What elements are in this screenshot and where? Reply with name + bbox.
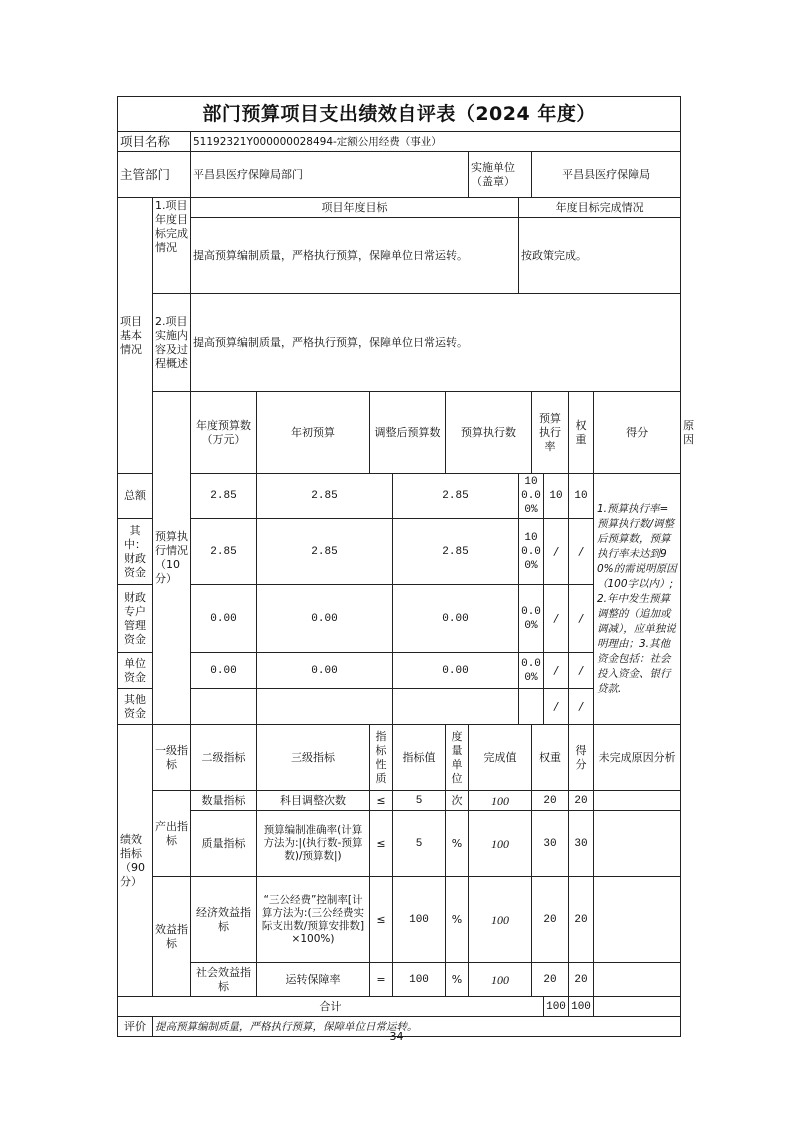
page-number: 34: [389, 1030, 404, 1043]
budget-weight: /: [544, 585, 569, 653]
form-title: 部门预算项目支出绩效自评表（2024 年度）: [118, 97, 681, 132]
perf-weight: 20: [532, 963, 569, 997]
budget-adjusted: 0.00: [257, 585, 393, 653]
impl-unit-value: 平昌县医疗保障局: [532, 152, 681, 198]
budget-header-rate: 预算执行率: [532, 392, 569, 474]
total-reason: [594, 997, 681, 1017]
perf-target: 5: [393, 811, 446, 877]
impl-process-text: 提高预算编制质量，严格执行预算，保障单位日常运转。: [191, 294, 681, 392]
performance-label: 绩效指标（90分）: [118, 725, 153, 997]
budget-weight: /: [544, 689, 569, 725]
budget-executed: 0.00: [393, 653, 519, 689]
total-score: 100: [569, 997, 594, 1017]
total-weight: 100: [544, 997, 569, 1017]
budget-initial: 0.00: [191, 585, 257, 653]
budget-row: [118, 474, 681, 519]
impl-unit-label: 实施单位（盖章）: [469, 152, 532, 198]
perf-row: [118, 877, 681, 963]
dept-value: 平昌县医疗保障局部门: [191, 152, 469, 198]
goal-header: 项目年度目标: [191, 198, 519, 218]
budget-score: 10: [569, 474, 594, 519]
perf-weight: 20: [532, 877, 569, 963]
perf-score: 20: [569, 963, 594, 997]
perf-done: 100: [469, 791, 532, 811]
perf-nature: ≤: [370, 791, 393, 811]
perf-done: 100: [469, 963, 532, 997]
perf-level2: 数量指标: [191, 791, 257, 811]
budget-weight: /: [544, 653, 569, 689]
perf-header-nature: 指标性质: [370, 725, 393, 791]
budget-score: /: [569, 585, 594, 653]
evaluation-form: [117, 96, 695, 1037]
perf-score: 20: [569, 791, 594, 811]
perf-header-level1: 一级指标: [153, 725, 191, 791]
perf-level3: 运转保障率: [257, 963, 370, 997]
perf-level3: 预算编制准确率(计算方法为:|(执行数-预算数)/预算数|): [257, 811, 370, 877]
budget-score: /: [569, 519, 594, 585]
perf-target: 100: [393, 963, 446, 997]
budget-rate: [519, 689, 544, 725]
impl-process-label: 2.项目实施内容及过程概述: [153, 294, 191, 392]
budget-row-name: 其他资金: [118, 689, 153, 725]
budget-rate: 0.00%: [519, 653, 544, 689]
budget-adjusted: 2.85: [257, 474, 393, 519]
budget-header-initial: 年初预算: [257, 392, 370, 474]
budget-weight: 10: [544, 474, 569, 519]
perf-row: [118, 791, 681, 811]
perf-row: [118, 811, 681, 877]
perf-header-score: 得分: [569, 725, 594, 791]
perf-unit: %: [446, 877, 469, 963]
budget-score: /: [569, 653, 594, 689]
perf-reason: [594, 963, 681, 997]
perf-nature: =: [370, 963, 393, 997]
budget-row-name: 其中：财政资金: [118, 519, 153, 585]
budget-row-name: 单位资金: [118, 653, 153, 689]
perf-header-weight: 权重: [532, 725, 569, 791]
budget-header-weight: 权重: [569, 392, 594, 474]
perf-nature: ≤: [370, 877, 393, 963]
perf-weight: 30: [532, 811, 569, 877]
perf-header-done: 完成值: [469, 725, 532, 791]
goal-completion-label: 1.项目年度目标完成情况: [153, 198, 191, 294]
self-evaluation-table: 部门预算项目支出绩效自评表（2024 年度） 项目名称 51192321Y000000028494-定额公用经费（事业） 主管部门 平昌县医疗保障局部门 实施单位（盖章） 平昌县医疗保障局 项目基本情况 1.项目年度目标完成情况 项目年度目标 年度目标完成情况 提高预算编制质量，严格执行预算，保障单位日常运转。 按政策完成。 2.项目实施内容及过程概述 提高预算编制质量，严格执行预算，保障单位日常运转。 预算执行情况（10分） 年度预算数（万元） 年初预算 调整后预算数 预算执行数 预算执行率 权重 得分 原因 总额 2.85 2.85 2.85 100.00% 10 10 1.预算执行率=预算执行数/调整后预算数，预算执行率未达到90%的需说明原因（100字以内）;2.年中发生预算调整的（追加或调减），应单独说明理由；3.其他资金包括：社会投入资金、银行贷款. 其中：财政资金 2.85 2.85 2.85 100.00% / / 财政专户管理资金 0.00 0.00 0.00 0.00% / / 单位资金 0.00 0.00 0.00 0.00% / / 其他资金 / / 绩效指标（90分） 一级指标 二级指标 三级指标 指标性质 指标值 度量单位 完成值 权重 得分 未完成原因分析 产出指标 数量指标 科目调整次数 ≤ 5 次 100 20 20 质量指标 预算编制准确率(计算方法为:|(执行数-预算数)/预算数|) ≤ 5 % 100 30 30 效益指标 经济效益指标 “三公经费”控制率[计算方法为:(三公经费实际支出数/预算安排数]×100%) ≤ 100 % 100 20 20 社会效益指标 运转保障率 = 100 % 100 20 20 合计 100 100 评价 提高预算编制质量，严格执行预算，保障单位日常运转。: [117, 96, 681, 1037]
budget-rate: 0.00%: [519, 585, 544, 653]
total-row: [118, 997, 681, 1017]
perf-header-level3: 三级指标: [257, 725, 370, 791]
perf-level2: 经济效益指标: [191, 877, 257, 963]
budget-executed: 2.85: [393, 474, 519, 519]
perf-header-unit: 度量单位: [446, 725, 469, 791]
perf-level3: “三公经费”控制率[计算方法为:(三公经费实际支出数/预算安排数]×100%): [257, 877, 370, 963]
total-label: 合计: [118, 997, 544, 1017]
budget-adjusted: [257, 689, 393, 725]
perf-reason: [594, 791, 681, 811]
perf-done: 100: [469, 877, 532, 963]
budget-adjusted: 2.85: [257, 519, 393, 585]
budget-header-annual: 年度预算数（万元）: [191, 392, 257, 474]
perf-header-level2: 二级指标: [191, 725, 257, 791]
budget-score: /: [569, 689, 594, 725]
done-header: 年度目标完成情况: [519, 198, 681, 218]
budget-initial: 2.85: [191, 474, 257, 519]
goal-text: 提高预算编制质量，严格执行预算，保障单位日常运转。: [191, 218, 519, 294]
perf-level1: 产出指标: [153, 791, 191, 877]
perf-score: 20: [569, 877, 594, 963]
perf-target: 5: [393, 791, 446, 811]
budget-initial: 2.85: [191, 519, 257, 585]
budget-rate: 100.00%: [519, 474, 544, 519]
perf-unit: %: [446, 811, 469, 877]
budget-executed: 0.00: [393, 585, 519, 653]
perf-level2: 质量指标: [191, 811, 257, 877]
perf-reason: [594, 811, 681, 877]
perf-unit: 次: [446, 791, 469, 811]
perf-row: [118, 963, 681, 997]
budget-initial: 0.00: [191, 653, 257, 689]
dept-label: 主管部门: [118, 152, 191, 198]
perf-done: 100: [469, 811, 532, 877]
budget-executed: [393, 689, 519, 725]
done-text: 按政策完成。: [519, 218, 681, 294]
budget-note: 1.预算执行率=预算执行数/调整后预算数，预算执行率未达到90%的需说明原因（100字以内）;2.年中发生预算调整的（追加或调减），应单独说明理由；3.其他资金包括：社会投入资金、银行贷款.: [594, 474, 681, 725]
budget-adjusted: 0.00: [257, 653, 393, 689]
budget-exec-label: 预算执行情况（10分）: [153, 392, 191, 725]
budget-header-score: 得分: [594, 392, 681, 474]
perf-level1: 效益指标: [153, 877, 191, 997]
perf-score: 30: [569, 811, 594, 877]
budget-row-name: 财政专户管理资金: [118, 585, 153, 653]
perf-weight: 20: [532, 791, 569, 811]
evaluation-label: 评价: [118, 1017, 153, 1037]
perf-unit: %: [446, 963, 469, 997]
project-name-label: 项目名称: [118, 132, 191, 152]
basic-info-label: 项目基本情况: [118, 198, 153, 474]
budget-header-adjusted: 调整后预算数: [370, 392, 446, 474]
perf-level2: 社会效益指标: [191, 963, 257, 997]
perf-nature: ≤: [370, 811, 393, 877]
evaluation-text: 提高预算编制质量，严格执行预算，保障单位日常运转。: [153, 1017, 681, 1037]
project-name-value: 51192321Y000000028494-定额公用经费（事业）: [191, 132, 681, 152]
perf-reason: [594, 877, 681, 963]
budget-header-executed: 预算执行数: [446, 392, 532, 474]
perf-level3: 科目调整次数: [257, 791, 370, 811]
perf-header-reason: 未完成原因分析: [594, 725, 681, 791]
budget-initial: [191, 689, 257, 725]
budget-row-name: 总额: [118, 474, 153, 519]
perf-header-target: 指标值: [393, 725, 446, 791]
budget-weight: /: [544, 519, 569, 585]
perf-target: 100: [393, 877, 446, 963]
budget-executed: 2.85: [393, 519, 519, 585]
budget-rate: 100.00%: [519, 519, 544, 585]
